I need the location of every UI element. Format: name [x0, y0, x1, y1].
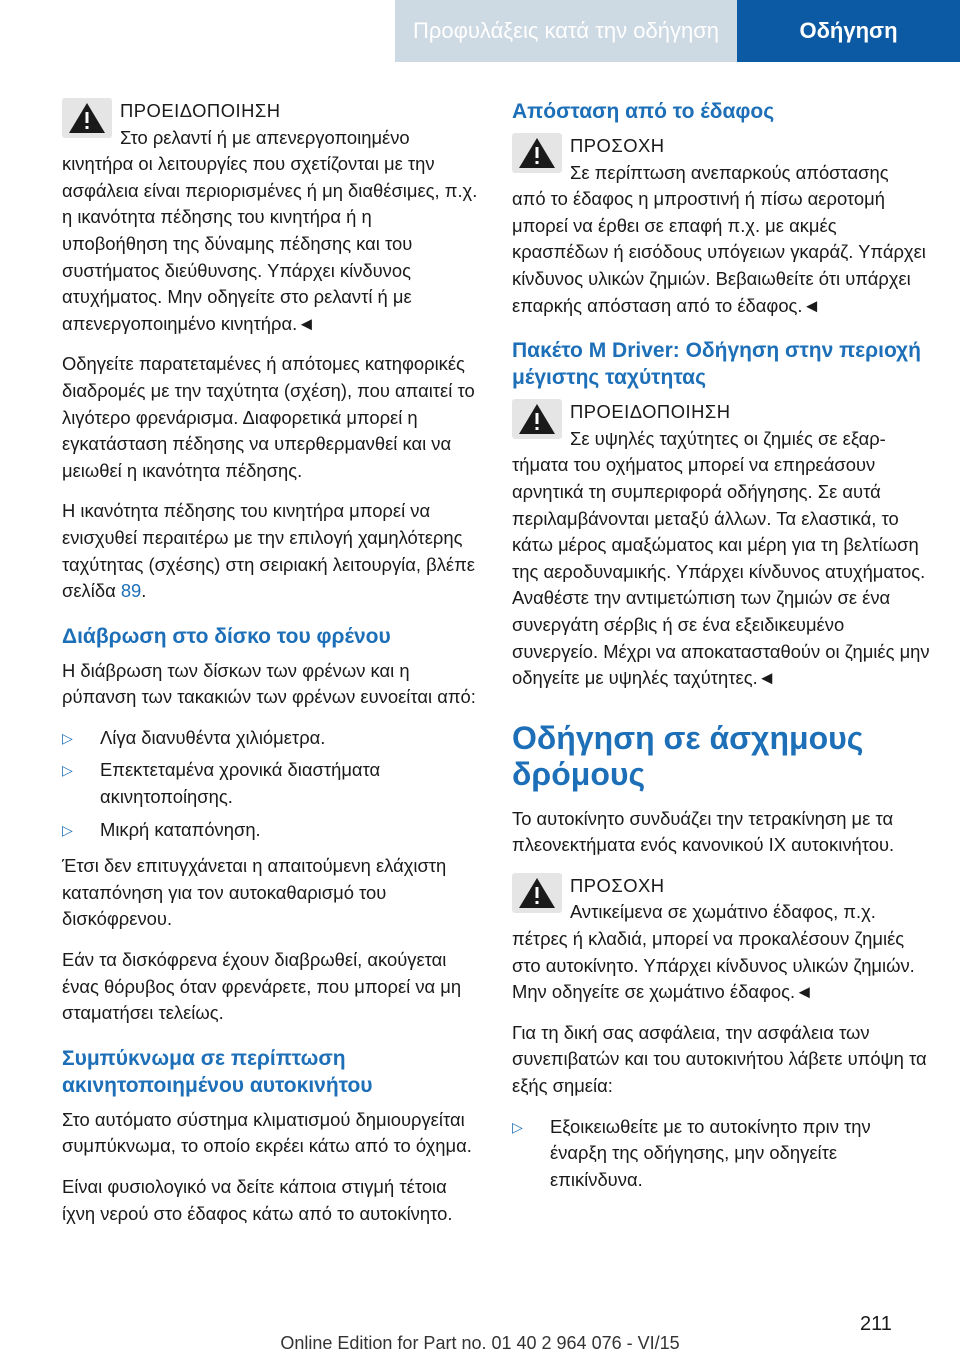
paragraph: Στο αυτόματο σύστημα κλιματισμού δημιουργείται συμπύκνωμα, το οποίο εκρέει κάτω από το όχημα.: [62, 1108, 472, 1157]
heading-condensation: Συμπύκνωμα σε περίπτωση ακινητοποιημένου αυτοκινήτου: [62, 1046, 373, 1097]
bullet-list: [62, 725, 480, 843]
paragraph: Η ικανότητα πέδησης του κινητήρα μπορεί να ενισχυθεί περαιτέρω με την επιλογή χαμηλότερης ταχύτητας (σχέσης) στη σειριακή λειτουργία, βλέπε σελίδα 89.: [62, 500, 475, 602]
page-link[interactable]: 89: [120, 580, 142, 602]
caution-text-first: Σε περίπτωση ανεπαρκούς απόστασης: [570, 161, 889, 183]
list-item: ▷ Εξοικειωθείτε με το αυτοκίνητο πριν την έναρξη της οδήγησης, μην οδηγείτε επικίνδυνα.: [512, 1115, 871, 1190]
bullet-triangle-icon: ▷: [62, 729, 73, 746]
page-number: 211: [860, 1313, 892, 1335]
warning-triangle-icon: [62, 98, 112, 138]
right-column: [512, 98, 930, 1203]
caution-block: [512, 133, 930, 319]
warning-triangle-icon: [512, 399, 562, 439]
list-item: ▷ Επεκτεταμένα χρονικά διαστήματα ακινητοποίησης.: [62, 759, 381, 808]
bullet-triangle-icon: ▷: [62, 821, 73, 838]
left-column: [62, 98, 480, 1241]
heading-brake-corrosion: Διάβρωση στο δίσκο του φρένου: [62, 624, 391, 648]
chapter-title: Οδήγηση: [737, 0, 960, 62]
warning-block: [62, 98, 480, 337]
list-item: ▷ Λίγα διανυθέντα χιλιόμετρα.: [62, 725, 480, 752]
paragraph: Η διάβρωση των δίσκων των φρένων και η ρύπανση των τακακιών των φρένων ευνοείται από:: [62, 659, 476, 708]
warning-text-first: Σε υψηλές ταχύτητες οι ζημιές σε εξαρ-: [570, 427, 886, 449]
warning-triangle-icon: [512, 873, 562, 913]
paragraph: Εάν τα δισκόφρενα έχουν διαβρωθεί, ακούγεται ένας θόρυβος όταν φρενάρετε, που μπορεί να μη σταματήσει τελείως.: [62, 949, 462, 1024]
warning-block: [512, 399, 930, 692]
heading-m-driver: Πακέτο M Driver: Οδήγηση στην περιοχή μέγιστης ταχύτητας: [512, 339, 921, 390]
warning-label: ΠΡΟΕΙΔΟΠΟΙΗΣΗ: [570, 401, 731, 423]
heading-bad-roads: Οδήγηση σε άσχημους δρόμους: [512, 719, 864, 792]
bullet-list: [512, 1114, 930, 1194]
warning-text-first: Στο ρελαντί ή με απενεργοποιημένο: [120, 126, 410, 148]
warning-text: τήματα του οχήματος μπορεί να επηρεάσουν αρνητικά τη συμπεριφορά οδήγησης. Σε αυτά περιλαμβάνονται μεταξύ άλλων. Τα ελαστικά, το κάτω μέρος αμαξώματος και μέρη για τη βελτίωση της αεροδυναμικής. Υπάρχει κίνδυνος ατυχήματος. Αναθέστε την αντιμετώπιση των ζημιών σε ένα συνεργάτη σέρβις ή σε ένα εξειδικευμένο συνεργείο. Μέχρι να αποκατασταθούν οι ζημιές μην οδηγείτε με υψηλές ταχύτητες.◄: [512, 454, 930, 689]
caution-label: ΠΡΟΣΟΧΗ: [570, 135, 665, 156]
bullet-triangle-icon: ▷: [512, 1118, 523, 1135]
caution-text: πέτρες ή κλαδιά, μπορεί να προκαλέσουν ζημιές στο αυτοκίνητο. Υπάρχει κίνδυνος υλικών ζημιών. Μην οδηγείτε σε χωμάτινο έδαφος.◄: [512, 928, 915, 1003]
paragraph: Το αυτοκίνητο συνδυάζει την τετρακίνηση με τα πλεονεκτήματα ενός κανονικού IX αυτοκινήτου.: [512, 807, 895, 856]
warning-triangle-icon: [512, 133, 562, 173]
caution-text-first: Αντικείμενα σε χωμάτινο έδαφος, π.χ.: [570, 901, 876, 923]
warning-label: ΠΡΟΕΙΔΟΠΟΙΗΣΗ: [120, 100, 281, 121]
caution-label: ΠΡΟΣΟΧΗ: [570, 874, 665, 896]
paragraph: Οδηγείτε παρατεταμένες ή απότομες κατηφορικές διαδρομές με την ταχύτητα (σχέση), που απαιτεί το λιγότερο φρενάρισμα. Διαφορετικά μπορεί η εγκατάσταση πέδησης να υπερθερμανθεί και να μειωθεί η ικανότητα πέδησης.: [62, 353, 475, 481]
warning-text: κινητήρα οι λειτουργίες που σχετίζονται με την ασφάλεια είναι περιορισμένες ή μη διαθέσιμες, π.χ. η ικανότητα πέδησης του κινητήρα ή η υποβοήθηση της δύναμης πέδησης και του συστήματος διεύθυνσης. Υπάρχει κίνδυνος ατυχήματος. Μην οδηγείτε στο ρελαντί ή με απενεργοποιημένο κινητήρα.◄: [62, 153, 478, 334]
section-title: Προφυλάξεις κατά την οδήγηση: [395, 0, 737, 62]
paragraph: Είναι φυσιολογικό να δείτε κάποια στιγμή τέτοια ίχνη νερού στο έδαφος κάτω από το αυτοκίνητο.: [62, 1176, 453, 1224]
page-header: [0, 0, 960, 62]
footer-text: Online Edition for Part no. 01 40 2 964 076 - VI/15: [280, 1333, 680, 1353]
list-item: ▷ Μικρή καταπόνηση.: [62, 817, 480, 844]
bullet-triangle-icon: ▷: [62, 762, 73, 779]
paragraph: Για τη δική σας ασφάλεια, την ασφάλεια των συνεπιβατών και του αυτοκινήτου λάβετε υπόψη τα εξής σημεία:: [512, 1021, 927, 1097]
caution-text: από το έδαφος η μπροστινή ή πίσω αεροτομή μπορεί να έρθει σε επαφή π.χ. με ακμές κρασπέδων ή εισόδους υπόγειων γκαράζ. Υπάρχει κίνδυνος υλικών ζημιών. Βεβαιωθείτε ότι υπάρχει επαρκής απόσταση από το έδαφος.◄: [512, 188, 926, 316]
heading-ground-clearance: Απόσταση από το έδαφος: [512, 100, 775, 123]
paragraph: Έτσι δεν επιτυγχάνεται η απαιτούμενη ελάχιστη καταπόνηση για τον αυτοκαθαρισμό του δισκόφρενου.: [62, 855, 447, 930]
caution-block: [512, 873, 930, 1006]
